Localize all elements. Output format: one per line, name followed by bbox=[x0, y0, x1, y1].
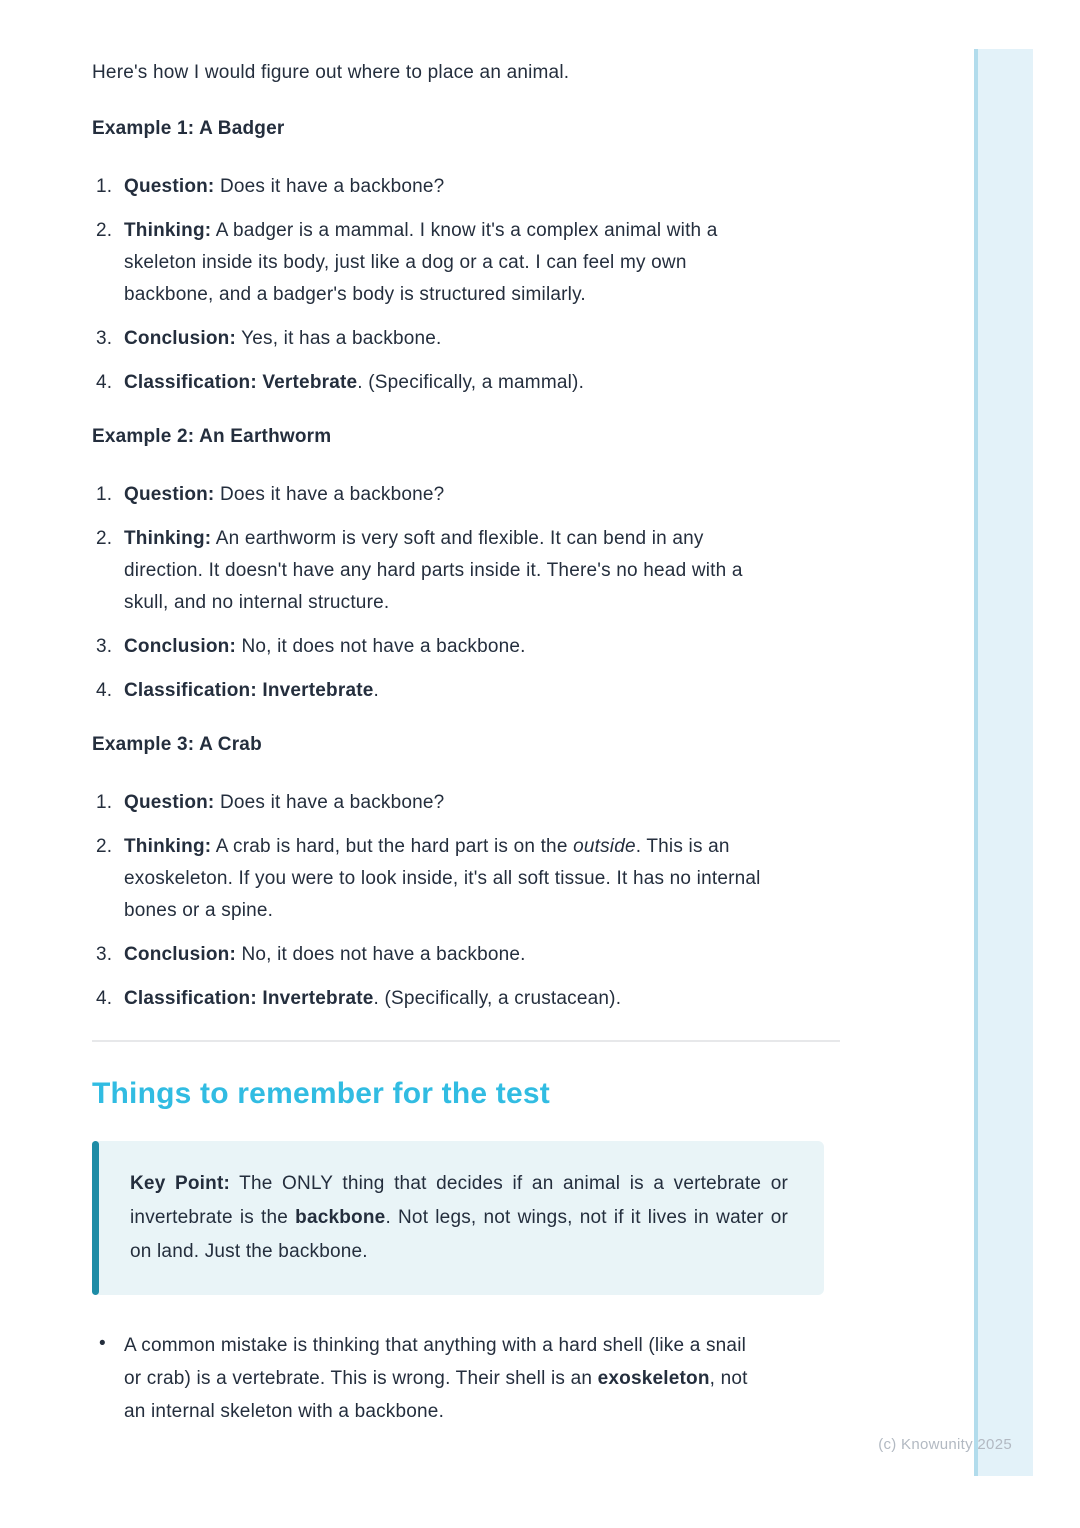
text-run: . bbox=[373, 680, 379, 701]
text-run: , not an internal skeleton with a backbone. bbox=[124, 1368, 748, 1422]
bold-text: exoskeleton bbox=[597, 1368, 710, 1389]
bold-text: Thinking: bbox=[124, 528, 212, 549]
step-number: 2. bbox=[96, 528, 113, 549]
step-number: 4. bbox=[96, 372, 113, 393]
example-steps-list bbox=[92, 479, 840, 707]
example-heading: Example 3: A Crab bbox=[92, 734, 262, 755]
copyright-footer: (c) Knowunity 2025 bbox=[878, 1436, 1012, 1453]
step-text bbox=[124, 372, 584, 393]
step-text bbox=[124, 484, 444, 505]
text-run: Does it have a backbone? bbox=[214, 792, 445, 813]
step-text bbox=[124, 836, 761, 921]
example-step bbox=[92, 675, 840, 707]
example-step bbox=[92, 631, 840, 663]
example-heading: Example 2: An Earthworm bbox=[92, 426, 332, 447]
text-run: . (Specifically, a crustacean). bbox=[373, 988, 622, 1009]
bold-text: Question: bbox=[124, 792, 215, 813]
bold-text: Conclusion: bbox=[124, 328, 236, 349]
step-number: 3. bbox=[96, 328, 113, 349]
example-steps-list bbox=[92, 787, 840, 1015]
example-step bbox=[92, 983, 840, 1015]
example-step bbox=[92, 367, 840, 399]
text-run: An earthworm is very soft and flexible. It can bend in any direction. It doesn't have any hard parts inside it. There's no head with a skull, and no internal structure. bbox=[124, 528, 743, 613]
text-run: . (Specifically, a mammal). bbox=[357, 372, 585, 393]
note-text bbox=[124, 1335, 748, 1422]
bold-text: Question: bbox=[124, 176, 215, 197]
section-title: Things to remember for the test bbox=[92, 1077, 550, 1110]
step-number: 3. bbox=[96, 944, 113, 965]
example-step bbox=[92, 323, 840, 355]
step-number: 3. bbox=[96, 636, 113, 657]
step-number: 2. bbox=[96, 836, 113, 857]
step-text bbox=[124, 176, 444, 197]
step-text bbox=[124, 636, 526, 657]
step-text bbox=[124, 528, 743, 613]
key-point-callout bbox=[92, 1141, 824, 1295]
step-text bbox=[124, 944, 526, 965]
example-step bbox=[92, 479, 840, 511]
step-number: 4. bbox=[96, 680, 113, 701]
step-number: 1. bbox=[96, 484, 113, 505]
example-steps-list bbox=[92, 171, 840, 399]
text-run: The ONLY thing that decides if an animal is a vertebrate or invertebrate is the bbox=[130, 1173, 788, 1228]
text-run: . Not legs, not wings, not if it lives in water or on land. Just the backbone. bbox=[130, 1207, 788, 1262]
note-item bbox=[92, 1329, 840, 1428]
bold-text: Thinking: bbox=[124, 836, 212, 857]
step-number: 1. bbox=[96, 792, 113, 813]
bold-text: Classification: Vertebrate bbox=[124, 372, 358, 393]
bold-text: backbone bbox=[295, 1207, 386, 1228]
example-step bbox=[92, 787, 840, 819]
bold-text: Conclusion: bbox=[124, 944, 236, 965]
step-text bbox=[124, 328, 442, 349]
bold-text: Conclusion: bbox=[124, 636, 236, 657]
bold-text: Classification: Invertebrate bbox=[124, 680, 374, 701]
intro-paragraph: Here's how I would figure out where to place an animal. bbox=[92, 62, 570, 83]
example-step bbox=[92, 171, 840, 203]
example-heading: Example 1: A Badger bbox=[92, 118, 285, 139]
examples-section bbox=[92, 115, 840, 1015]
bullet-icon: • bbox=[99, 1333, 106, 1354]
bold-text: Thinking: bbox=[124, 220, 212, 241]
text-run: Does it have a backbone? bbox=[214, 484, 445, 505]
example-step bbox=[92, 831, 840, 927]
document-content bbox=[92, 57, 840, 1428]
example-step bbox=[92, 939, 840, 971]
step-number: 1. bbox=[96, 176, 113, 197]
bold-text: Key Point: bbox=[130, 1173, 230, 1194]
step-text bbox=[124, 792, 444, 813]
example-step bbox=[92, 523, 840, 619]
step-text bbox=[124, 988, 621, 1009]
text-run: A badger is a mammal. I know it's a complex animal with a skeleton inside its body, just like a dog or a cat. I can feel my own backbone, and a badger's body is structured similarly. bbox=[124, 220, 718, 305]
bold-text: Classification: Invertebrate bbox=[124, 988, 374, 1009]
italic-text: outside bbox=[573, 836, 636, 857]
step-number: 4. bbox=[96, 988, 113, 1009]
text-run: A common mistake is thinking that anything with a hard shell (like a snail or crab) is a vertebrate. This is wrong. Their shell is an bbox=[124, 1335, 747, 1389]
text-run: No, it does not have a backbone. bbox=[235, 636, 526, 657]
text-run: . This is an exoskeleton. If you were to look inside, it's all soft tissue. It has no internal bones or a spine. bbox=[124, 836, 761, 921]
example-step bbox=[92, 215, 840, 311]
key-point-text bbox=[130, 1167, 788, 1269]
bold-text: Question: bbox=[124, 484, 215, 505]
text-run: No, it does not have a backbone. bbox=[235, 944, 526, 965]
text-run: A crab is hard, but the hard part is on the bbox=[211, 836, 574, 857]
section-divider bbox=[92, 1040, 840, 1042]
text-run: Yes, it has a backbone. bbox=[235, 328, 442, 349]
step-number: 2. bbox=[96, 220, 113, 241]
notes-list bbox=[92, 1329, 840, 1428]
page-edge-strip bbox=[974, 49, 1033, 1476]
step-text bbox=[124, 680, 379, 701]
step-text bbox=[124, 220, 718, 305]
text-run: Does it have a backbone? bbox=[214, 176, 445, 197]
